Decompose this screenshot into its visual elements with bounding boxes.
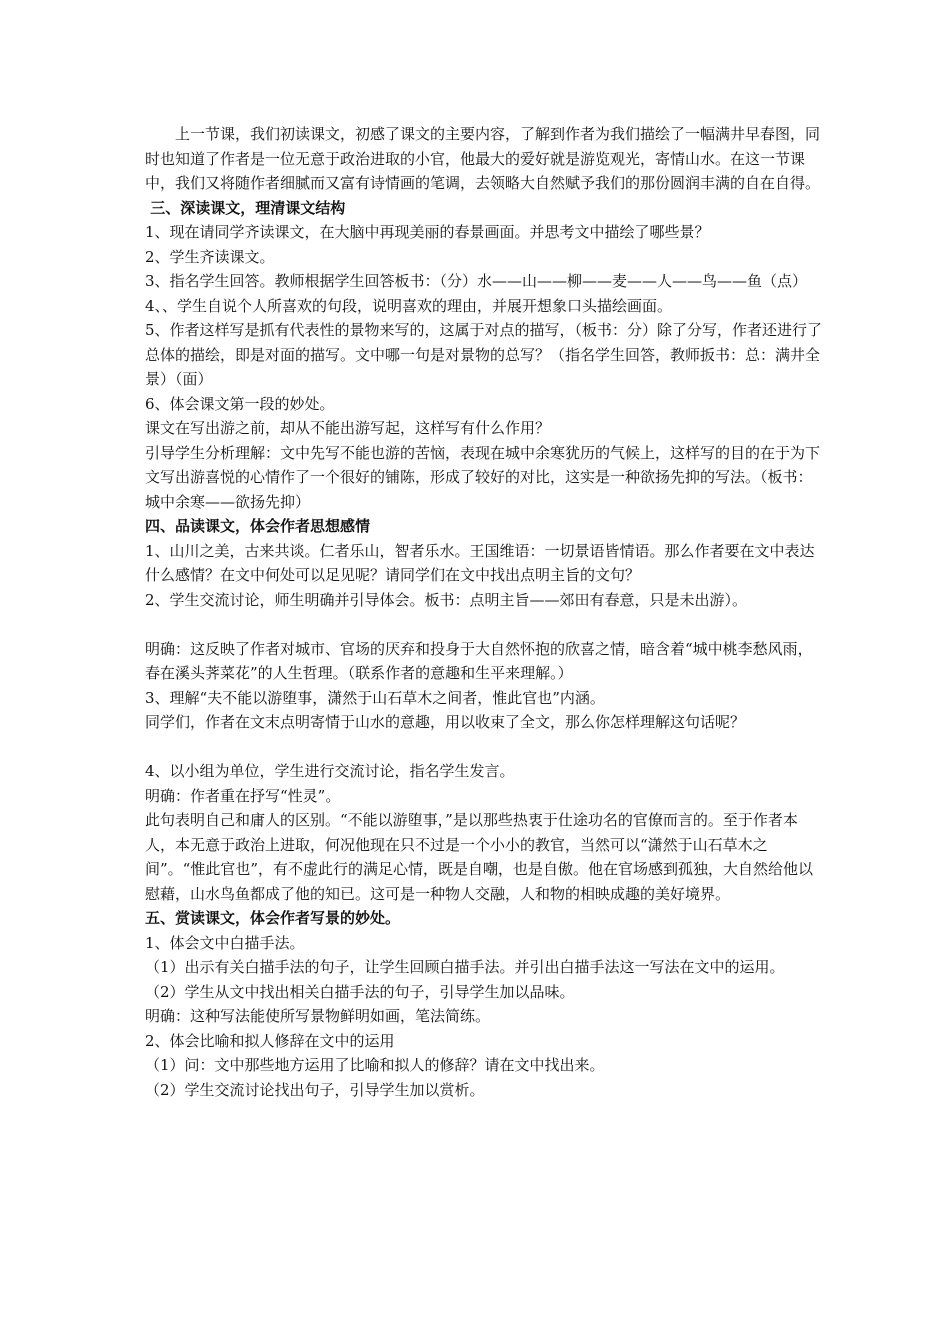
paragraph: （1）出示有关白描手法的句子，让学生回顾白描手法。并引出白描手法这一写法在文中的运用。 bbox=[145, 958, 785, 976]
blank-line bbox=[145, 735, 825, 760]
paragraph: 5、作者这样写是抓有代表性的景物来写的，这属于对点的描写，（板书：分）除了分写，作者还进行了总体的描绘，即是对面的描写。文中哪一句是对景物的总写？（指名学生回答，教师扳书：总：满井全景）（面） bbox=[145, 321, 823, 388]
paragraph: 引导学生分析理解：文中先写不能也游的苦恼，表现在城中余寒犹历的气候上，这样写的目的在于为下文写出游喜悦的心情作了一个很好的铺陈，形成了较好的对比，这实是一种欲扬先抑的写法。（板书：城中余寒——欲扬先抑） bbox=[145, 443, 821, 511]
paragraph: （2）学生从文中找出相关白描手法的句子，引导学生加以品味。 bbox=[145, 982, 575, 1001]
paragraph: 明确：这反映了作者对城市、官场的厌弃和投身于大自然怀抱的欣喜之情，暗含着“城中桃李愁风雨，春在溪头荠菜花”的人生哲理。（联系作者的意趣和生平来理解。） bbox=[145, 639, 813, 682]
paragraph: 1、体会文中白描手法。 bbox=[145, 933, 305, 952]
paragraph: 此句表明自己和庸人的区别。“不能以游堕事，”是以那些热衷于仕途功名的官僚而言的。至于作者本人，本无意于政治上进取，何况他现在只不过是一个小小的教官，当然可以“潇然于山石草木之间”。“惟此官也”，有不虚此行的满足心情，既是自嘲，也是自傲。他在官场感到孤独，大自然给他以慰藉，山水鸟鱼都成了他的知已。这可是一种物人交融，人和物的相映成趣的美好境界。 bbox=[145, 811, 814, 903]
paragraph: 2、体会比喻和拟人修辞在文中的运用 bbox=[145, 1031, 395, 1050]
paragraph: 1、山川之美，古来共谈。仁者乐山，智者乐水。王国维语：一切景语皆情语。那么作者要在文中表达什么感情？在文中何处可以足见呢？请同学们在文中找出点明主旨的文句？ bbox=[145, 541, 815, 584]
paragraph: 6、体会课文第一段的妙处。 bbox=[145, 394, 335, 413]
paragraph: 4、以小组为单位，学生进行交流讨论，指名学生发言。 bbox=[145, 762, 515, 780]
blank-line bbox=[145, 612, 825, 637]
paragraph: 2、学生交流讨论，师生明确并引导体会。板书：点明主旨——郊田有春意，只是未出游）。 bbox=[145, 590, 748, 609]
section-heading: 四、品读课文，体会作者思想感情 bbox=[145, 517, 371, 535]
paragraph: 1、现在请同学齐读课文，在大脑中再现美丽的春景画面。并思考文中描绘了哪些景？ bbox=[145, 223, 710, 241]
paragraph: 3、理解“夫不能以游堕事，潇然于山石草木之间者，惟此官也”内涵。 bbox=[145, 688, 605, 707]
paragraph: 明确：作者重在抒写“性灵”。 bbox=[145, 786, 341, 805]
section-heading: 三、深读课文，理清课文结构 bbox=[145, 198, 346, 217]
section-heading: 五、赏读课文，体会作者写景的妙处。 bbox=[145, 909, 401, 927]
paragraph: 明确：这种写法能使所写景物鲜明如画，笔法简练。 bbox=[145, 1007, 491, 1025]
paragraph: 3、指名学生回答。教师根据学生回答板书：（分）水——山——柳——麦——人——鸟——鱼（点） bbox=[145, 272, 808, 290]
paragraph: 2、学生齐读课文。 bbox=[145, 247, 275, 266]
paragraph: （1）问：文中那些地方运用了比喻和拟人的修辞？请在文中找出来。 bbox=[145, 1056, 605, 1074]
document-body bbox=[145, 122, 825, 1102]
paragraph: 课文在写出游之前，却从不能出游写起，这样写有什么作用？ bbox=[145, 419, 551, 437]
paragraph: 上一节课，我们初读课文，初感了课文的主要内容，了解到作者为我们描绘了一幅满井早春图，同时也知道了作者是一位无意于政治进取的小官，他最大的爱好就是游览观光，寄情山水。在这一节课中，我们又将随作者细腻而又富有诗情画的笔调，去领略大自然赋予我们的那份圆润丰满的自在自得。 bbox=[145, 125, 821, 192]
paragraph: 同学们，作者在文末点明寄情于山水的意趣，用以收束了全文，那么你怎样理解这句话呢？ bbox=[145, 713, 746, 731]
paragraph: 4、、学生自说个人所喜欢的句段，说明喜欢的理由，并展开想象口头描绘画面。 bbox=[145, 296, 673, 315]
paragraph: （2）学生交流讨论找出句子，引导学生加以赏析。 bbox=[145, 1080, 485, 1099]
